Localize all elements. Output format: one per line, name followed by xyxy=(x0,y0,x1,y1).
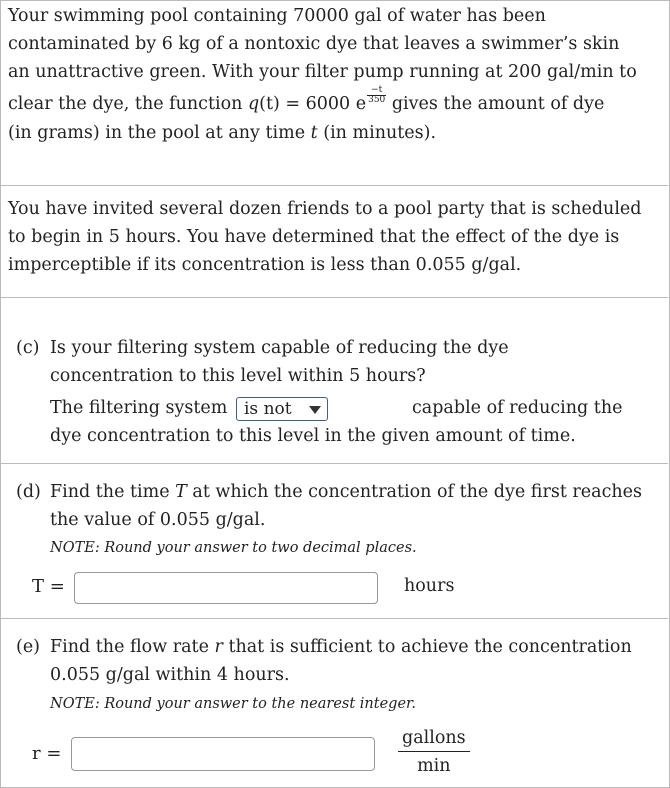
flow-rate-answer-input[interactable] xyxy=(71,737,375,771)
unit-denominator: min xyxy=(417,756,451,776)
part-c-question-line-2: concentration to this level within 5 hours? xyxy=(50,366,426,386)
part-d-question xyxy=(50,478,662,534)
divider xyxy=(0,297,668,298)
part-c-question-line-1: Is your filtering system capable of reducing the dye xyxy=(50,338,509,358)
party-line-1: You have invited several dozen friends to a pool party that is scheduled xyxy=(8,199,642,219)
intro-paragraph xyxy=(8,2,664,147)
capability-select-value: is not xyxy=(244,399,292,419)
dropdown-arrow-icon xyxy=(309,406,321,414)
intro-line-5: (in grams) in the pool at any time t (in minutes). xyxy=(8,123,437,143)
part-d-question-line-1: Find the time T at which the concentration of the dye first reaches xyxy=(50,482,642,502)
capability-select[interactable] xyxy=(236,397,328,421)
party-paragraph xyxy=(8,195,664,279)
party-line-2: to begin in 5 hours. You have determined that the effect of the dye is xyxy=(8,227,620,247)
part-d-label: (d) xyxy=(16,482,41,502)
function-q: q xyxy=(247,94,260,114)
divider xyxy=(0,463,668,464)
part-e-question-line-1: Find the flow rate r that is sufficient to achieve the concentration xyxy=(50,637,632,657)
exponent-fraction: $\frac{-t}{350}$ xyxy=(368,85,386,105)
part-e-label: (e) xyxy=(16,637,41,657)
part-e-input-label: r = xyxy=(32,743,62,764)
part-c-answer-prefix: The filtering system xyxy=(50,398,228,418)
intro-line-3: an unattractive green. With your filter pump running at 200 gal/min to xyxy=(8,62,637,82)
intro-line-1: Your swimming pool containing 70000 gal of water has been xyxy=(8,6,546,26)
intro-line-2: contaminated by 6 kg of a nontoxic dye that leaves a swimmer’s skin xyxy=(8,34,620,54)
part-d-unit: hours xyxy=(404,576,455,596)
part-d-question-line-2: the value of 0.055 g/gal. xyxy=(50,510,266,530)
part-e-question xyxy=(50,633,662,689)
part-e-question-line-2: 0.055 g/gal within 4 hours. xyxy=(50,665,290,685)
part-c-answer-line-2: dye concentration to this level in the given amount of time. xyxy=(50,426,576,446)
unit-numerator: gallons xyxy=(398,728,470,752)
divider xyxy=(0,618,668,619)
part-c-answer-suffix: capable of reducing the xyxy=(412,398,623,418)
time-answer-input[interactable] xyxy=(74,572,378,604)
divider xyxy=(0,185,668,186)
intro-line-4: clear the dye, the function q(t) = 6000 e $\frac{-t}{350}$ gives the amount of dye xyxy=(8,85,605,114)
part-d-input-label: T = xyxy=(32,576,65,597)
part-c-label: (c) xyxy=(16,338,40,358)
part-d-note: NOTE: Round your answer to two decimal places. xyxy=(50,540,417,556)
part-e-unit-fraction xyxy=(398,728,470,776)
part-e-note: NOTE: Round your answer to the nearest integer. xyxy=(50,696,416,712)
party-line-3: imperceptible if its concentration is less than 0.055 g/gal. xyxy=(8,255,522,275)
part-c-question xyxy=(50,334,662,390)
